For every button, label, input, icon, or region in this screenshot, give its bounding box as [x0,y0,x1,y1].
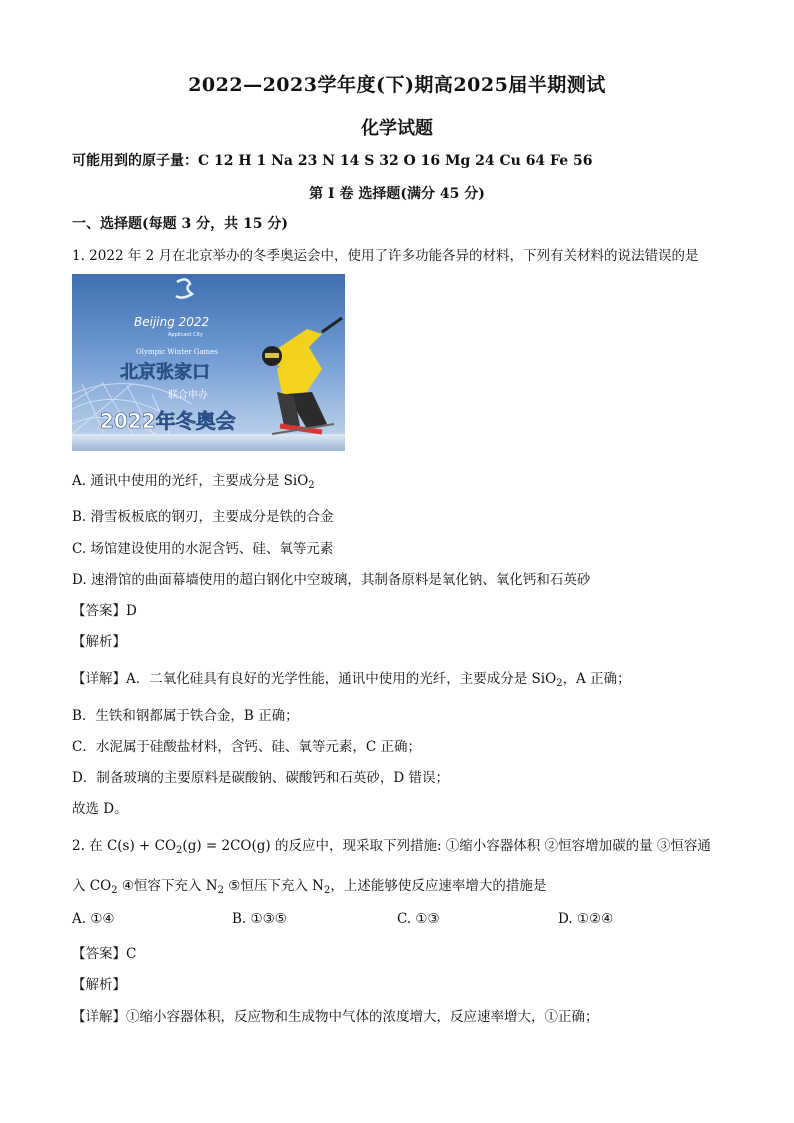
skier-figure [262,318,342,434]
q1-detail-b: B．生铁和钢都属于铁合金，B 正确； [72,708,299,724]
q2-detail-1: 【详解】①缩小容器体积，反应物和生成物中气体的浓度增大，反应速率增大，①正确； [72,1009,599,1025]
q1-answer: 【答案】D [72,603,137,619]
q1-detail-d: D．制备玻璃的主要原料是碳酸钠、碳酸钙和石英砂，D 错误； [72,770,449,786]
page-subtitle: 化学试题 [361,118,433,139]
q1-option-d: D. 速滑馆的曲面幕墙使用的超白钢化中空玻璃，其制备原料是氧化钠、氧化钙和石英砂 [72,572,591,588]
q1-stem: 1. 2022 年 2 月在北京举办的冬季奥运会中，使用了许多功能各异的材料，下列有关材料的说法错误的是 [72,248,699,264]
logo-subtext: Applicant City [168,332,203,338]
q1-analysis-label: 【解析】 [72,634,126,650]
q2-option-b: B. ①③⑤ [232,911,287,927]
beijing-logo-mark [176,279,192,297]
q2-option-a: A. ①④ [72,911,115,927]
headline-line2: 联合申办 [168,390,208,401]
q2-answer: 【答案】C [72,946,137,962]
section-heading: 第 I 卷 选择题(满分 45 分) [309,186,485,202]
games-text: Olympic Winter Games [136,348,218,356]
q1-conclusion: 故选 D。 [72,801,128,817]
page-title: 2022—2023学年度(下)期高2025届半期测试 [188,74,606,96]
q2-analysis-label: 【解析】 [72,977,126,993]
q2-stem-line2: 入 $CO_2$ ④恒容下充入 $N_2$ ⑤恒压下充入 $N_2$，上述能够使反应速率增大的措施是 [72,878,547,896]
q1-detail-a: 【详解】A．二氧化硅具有良好的光学性能，通讯中使用的光纤，主要成分是 SiO$_2$，A 正确； [72,671,631,689]
atomic-masses: 可能用到的原子量：C 12 H 1 Na 23 N 14 S 32 O 16 Mg 24 Cu 64 Fe 56 [72,153,593,169]
q1-detail-c: C．水泥属于硅酸盐材料，含钙、硅、氧等元素，C 正确； [72,739,421,755]
q2-stem-line1: 2. 在 $C(s) + CO_2(g) = 2CO(g)$ 的反应中，现采取下列措施: ①缩小容器体积 ②恒容增加碳的量 ③恒容通 [72,838,711,856]
headline-line3: 2022年冬奥会 [100,409,236,433]
q1-option-b: B. 滑雪板板底的钢刃，主要成分是铁的合金 [72,509,334,525]
part-heading: 一、选择题(每题 3 分，共 15 分) [72,216,288,232]
q1-option-c: C. 场馆建设使用的水泥含钙、硅、氧等元素 [72,541,334,557]
headline-line1: 北京张家口 [120,362,210,383]
skier-illustration [72,274,345,451]
q2-option-d: D. ①②④ [558,911,614,927]
olympic-image [72,274,345,451]
q1-option-a: A. 通讯中使用的光纤，主要成分是 SiO$_2$ [72,473,315,491]
logo-text: Beijing 2022 [134,315,210,329]
q2-option-c: C. ①③ [397,911,440,927]
